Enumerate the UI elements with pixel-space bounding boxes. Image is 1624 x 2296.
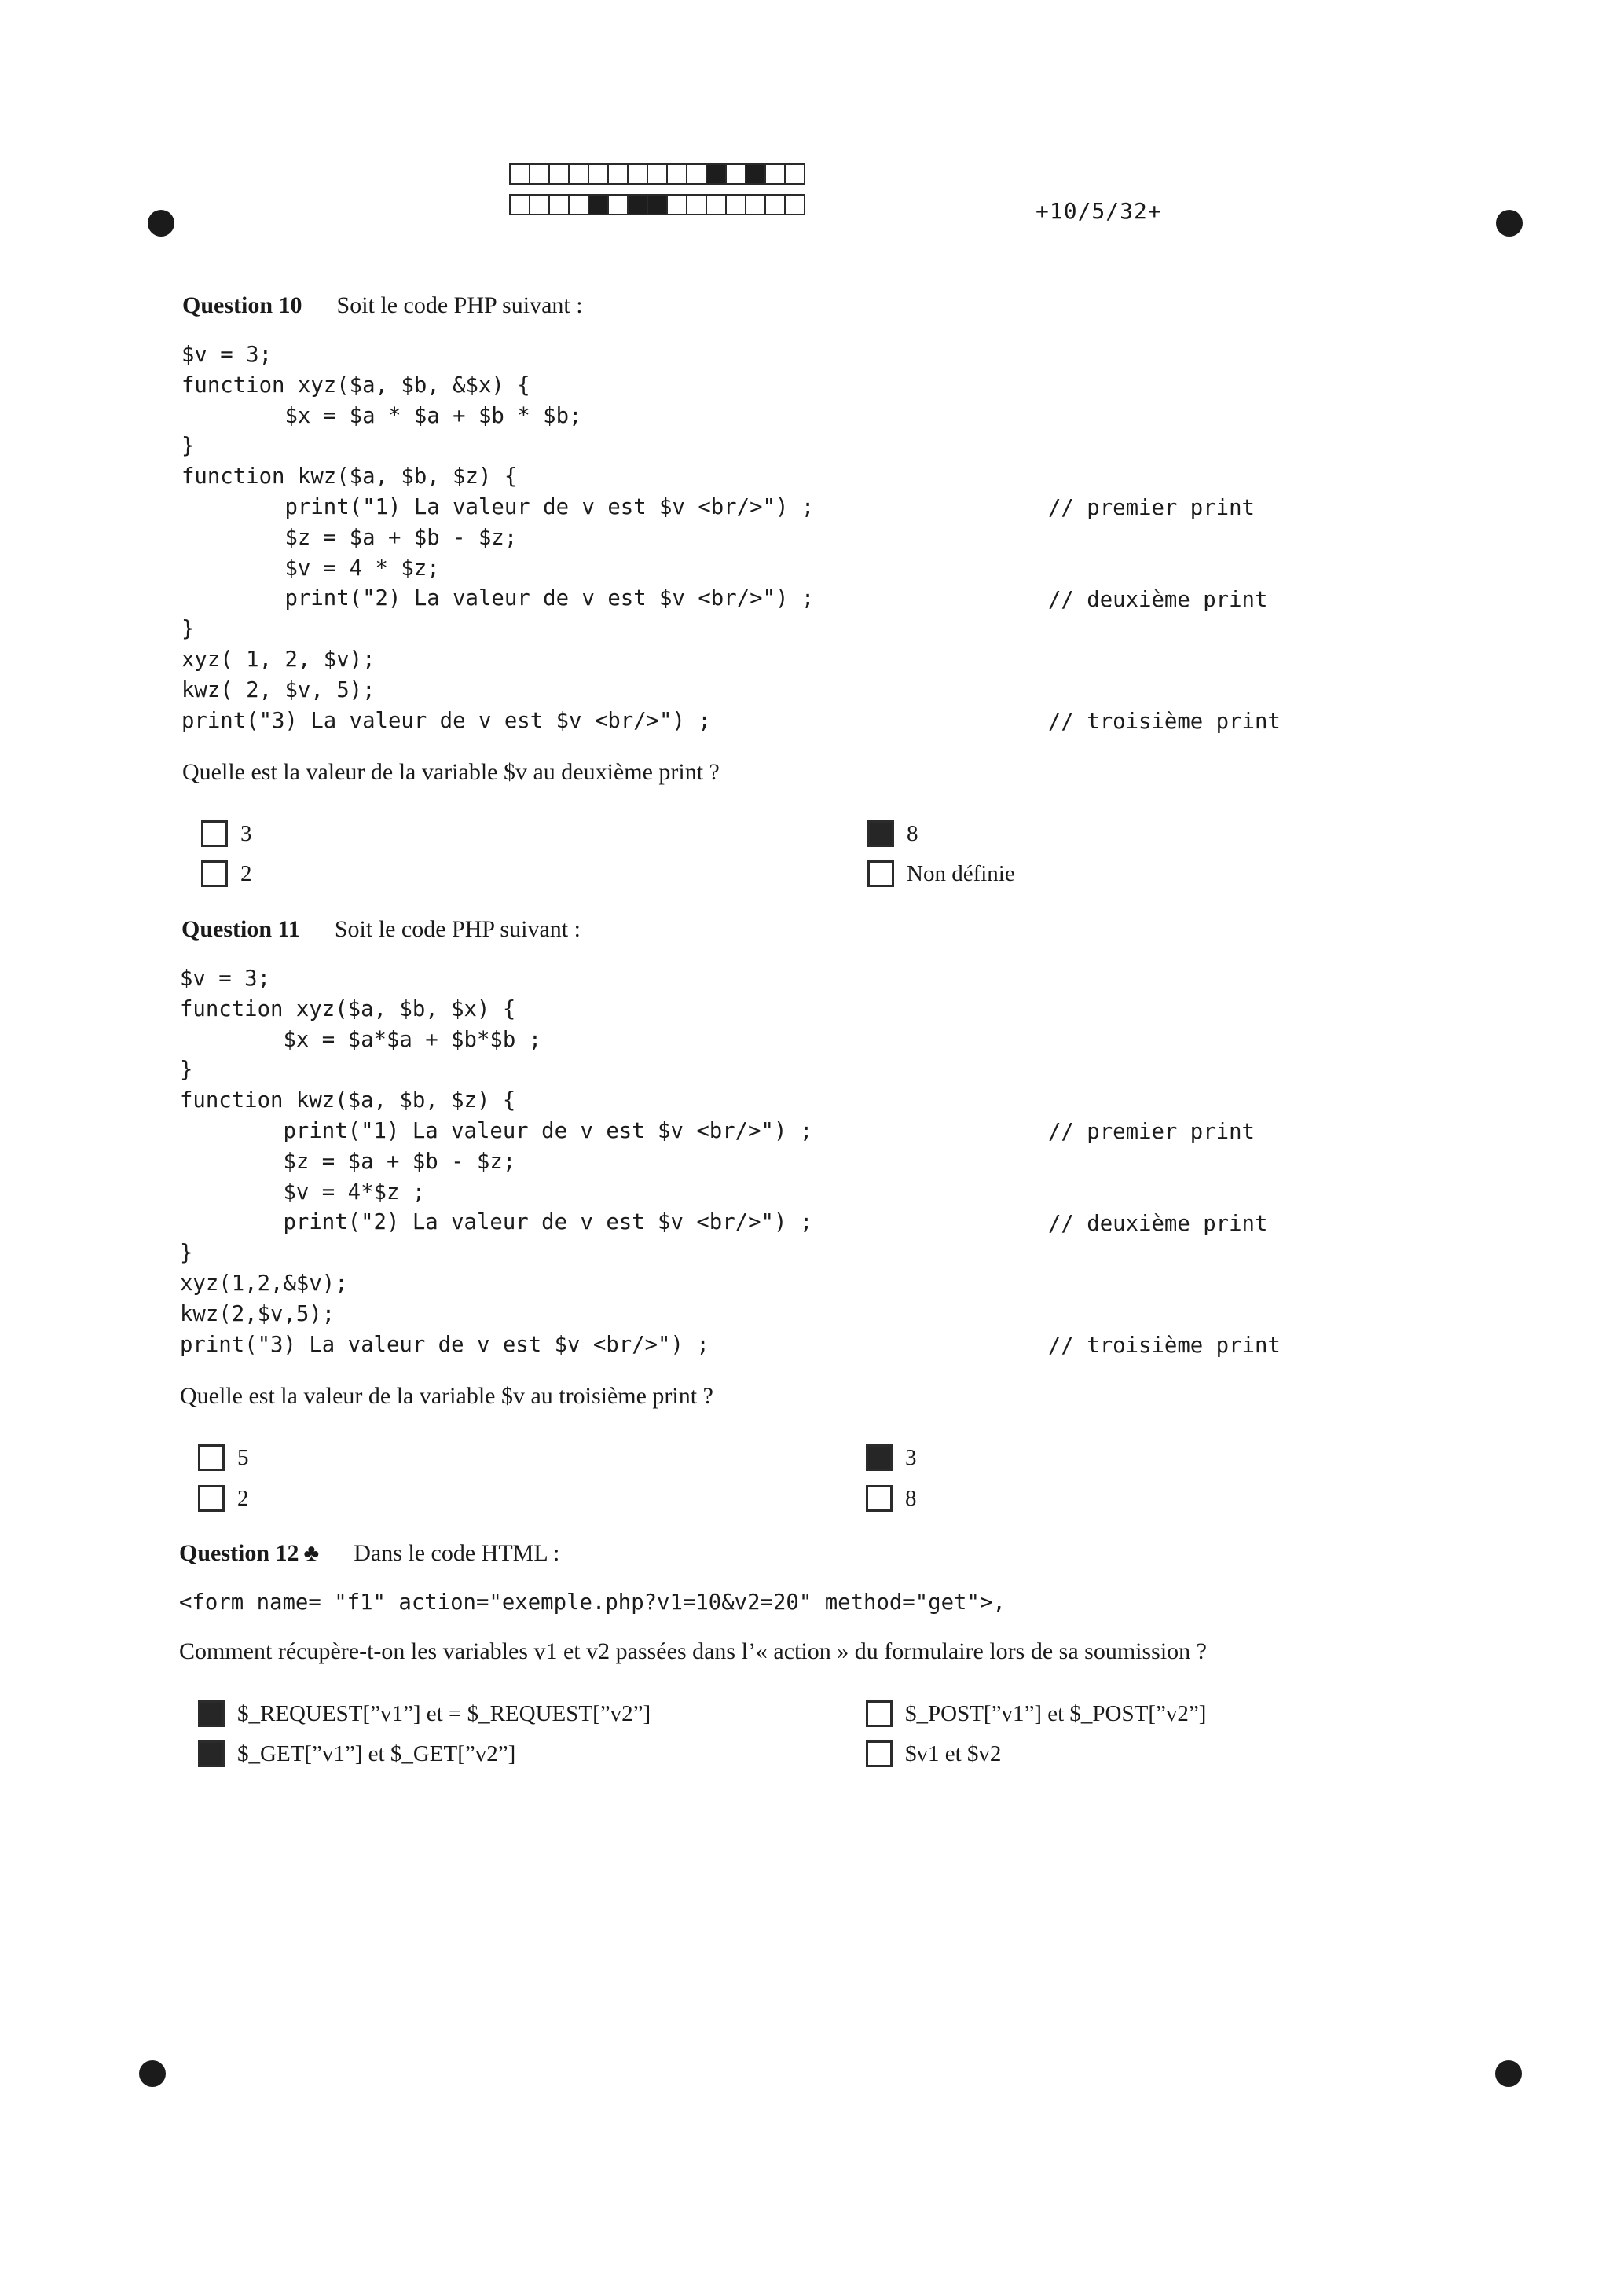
- q11-option-b[interactable]: [198, 1485, 249, 1512]
- q10-option-d-checkbox[interactable]: [867, 860, 894, 887]
- q12-option-b-checkbox[interactable]: [198, 1740, 225, 1767]
- barcode-cell: [627, 194, 648, 215]
- q11-option-c[interactable]: [866, 1444, 917, 1471]
- barcode-cell: [588, 194, 609, 215]
- q11-comment-second-print: // deuxième print: [1048, 1212, 1268, 1236]
- q11-option-a-checkbox[interactable]: [198, 1444, 225, 1471]
- barcode-cell: [588, 163, 609, 185]
- q10-comment-second-print: // deuxième print: [1048, 588, 1268, 612]
- q12-option-d[interactable]: [866, 1740, 1001, 1767]
- barcode-cell: [686, 194, 707, 215]
- q12-option-a-label: $_REQUEST[”v1”] et = $_REQUEST[”v2”]: [237, 1700, 651, 1726]
- q12-option-a[interactable]: [198, 1700, 651, 1727]
- barcode-cell: [529, 163, 550, 185]
- barcode-cell: [686, 163, 707, 185]
- q12-option-b[interactable]: [198, 1740, 515, 1767]
- q10-option-d-label: Non définie: [907, 860, 1015, 886]
- q12-option-a-checkbox[interactable]: [198, 1700, 225, 1727]
- barcode-cell: [706, 163, 727, 185]
- q11-option-c-label: 3: [905, 1444, 917, 1470]
- question-11-label: Question 11: [181, 916, 300, 942]
- q10-comment-first-print: // premier print: [1048, 496, 1255, 520]
- q10-option-a-label: 3: [240, 820, 252, 846]
- barcode-cell: [666, 163, 687, 185]
- barcode-cell: [784, 194, 805, 215]
- question-11-intro: Soit le code PHP suivant :: [334, 916, 581, 942]
- question-11-code: $v = 3; function xyz($a, $b, $x) { $x = $a*$a + $b*$b ; } function kwz($a, $b, $z) { print("1) La valeur de v est $v <br/>") ; $z = $a + $b - $z; $v = 4*$z ; print("2) La valeur de v est $v <br/>") ; } xyz(1,2,&$v); kwz(2,$v,5); print("3) La valeur de v est $v <br/>") ;: [180, 966, 813, 1357]
- q11-option-d-checkbox[interactable]: [866, 1485, 893, 1512]
- id-barcode-row-2: [509, 194, 804, 215]
- barcode-cell: [764, 163, 786, 185]
- corner-mark-bottom-right: [1495, 2060, 1522, 2087]
- q11-option-b-checkbox[interactable]: [198, 1485, 225, 1512]
- club-icon: ♣: [303, 1540, 320, 1566]
- barcode-cell: [725, 163, 746, 185]
- corner-mark-top-left: [148, 210, 174, 237]
- question-12-label: Question 12: [179, 1540, 299, 1566]
- barcode-cell: [548, 194, 570, 215]
- barcode-cell: [509, 163, 530, 185]
- barcode-cell: [764, 194, 786, 215]
- barcode-cell: [607, 194, 629, 215]
- barcode-cell: [647, 163, 668, 185]
- barcode-cell: [745, 194, 766, 215]
- question-10-intro: Soit le code PHP suivant :: [336, 292, 583, 318]
- q11-option-b-label: 2: [237, 1485, 249, 1511]
- q10-option-d[interactable]: [867, 860, 1015, 887]
- question-11-header: [181, 916, 581, 943]
- q12-option-d-label: $v1 et $v2: [905, 1740, 1002, 1766]
- q10-comment-third-print: // troisième print: [1048, 710, 1281, 734]
- barcode-cell: [745, 163, 766, 185]
- corner-mark-bottom-left: [139, 2060, 166, 2087]
- barcode-cell: [784, 163, 805, 185]
- q12-option-b-label: $_GET[”v1”] et $_GET[”v2”]: [237, 1740, 516, 1766]
- q11-comment-third-print: // troisième print: [1048, 1333, 1281, 1358]
- question-10-label: Question 10: [182, 292, 302, 318]
- q10-option-c-checkbox[interactable]: [867, 820, 894, 847]
- q11-option-d-label: 8: [905, 1485, 917, 1511]
- q12-option-c[interactable]: [866, 1700, 1206, 1727]
- barcode-cell: [706, 194, 727, 215]
- q10-option-a-checkbox[interactable]: [201, 820, 228, 847]
- page-id: +10/5/32+: [1036, 198, 1162, 224]
- question-12-intro: Dans le code HTML :: [354, 1540, 560, 1566]
- barcode-cell: [529, 194, 550, 215]
- question-11-prompt: Quelle est la valeur de la variable $v au troisième print ?: [180, 1383, 713, 1409]
- q10-option-b[interactable]: [201, 860, 252, 887]
- q11-comment-first-print: // premier print: [1048, 1120, 1255, 1144]
- q12-option-c-checkbox[interactable]: [866, 1700, 893, 1727]
- q11-option-c-checkbox[interactable]: [866, 1444, 893, 1471]
- q12-option-c-label: $_POST[”v1”] et $_POST[”v2”]: [905, 1700, 1207, 1726]
- q10-option-b-label: 2: [240, 860, 252, 886]
- q10-option-b-checkbox[interactable]: [201, 860, 228, 887]
- barcode-cell: [725, 194, 746, 215]
- barcode-cell: [509, 194, 530, 215]
- barcode-cell: [627, 163, 648, 185]
- id-barcode-row-1: [509, 163, 804, 185]
- q11-option-a[interactable]: [198, 1444, 249, 1471]
- question-12-code: <form name= "f1" action="exemple.php?v1=10&v2=20" method="get">,: [179, 1590, 1006, 1615]
- question-10-prompt: Quelle est la valeur de la variable $v au deuxième print ?: [182, 759, 720, 785]
- barcode-cell: [607, 163, 629, 185]
- barcode-cell: [666, 194, 687, 215]
- q10-option-c[interactable]: [867, 820, 918, 847]
- q10-option-a[interactable]: [201, 820, 252, 847]
- q11-option-d[interactable]: [866, 1485, 917, 1512]
- barcode-cell: [548, 163, 570, 185]
- q10-option-c-label: 8: [907, 820, 918, 846]
- corner-mark-top-right: [1496, 210, 1523, 237]
- barcode-cell: [568, 163, 589, 185]
- barcode-cell: [647, 194, 668, 215]
- question-10-code: $v = 3; function xyz($a, $b, &$x) { $x = $a * $a + $b * $b; } function kwz($a, $b, $z) { print("1) La valeur de v est $v <br/>") ; $z = $a + $b - $z; $v = 4 * $z; print("2) La valeur de v est $v <br/>") ; } xyz( 1, 2, $v); kwz( 2, $v, 5); print("3) La valeur de v est $v <br/>") ;: [181, 343, 815, 733]
- question-10-header: [182, 292, 583, 319]
- question-12-header: [179, 1540, 559, 1567]
- q12-option-d-checkbox[interactable]: [866, 1740, 893, 1767]
- q11-option-a-label: 5: [237, 1444, 249, 1470]
- question-12-prompt: Comment récupère-t-on les variables v1 et v2 passées dans l’« action » du formulaire lors de sa soumission ?: [179, 1638, 1207, 1664]
- barcode-cell: [568, 194, 589, 215]
